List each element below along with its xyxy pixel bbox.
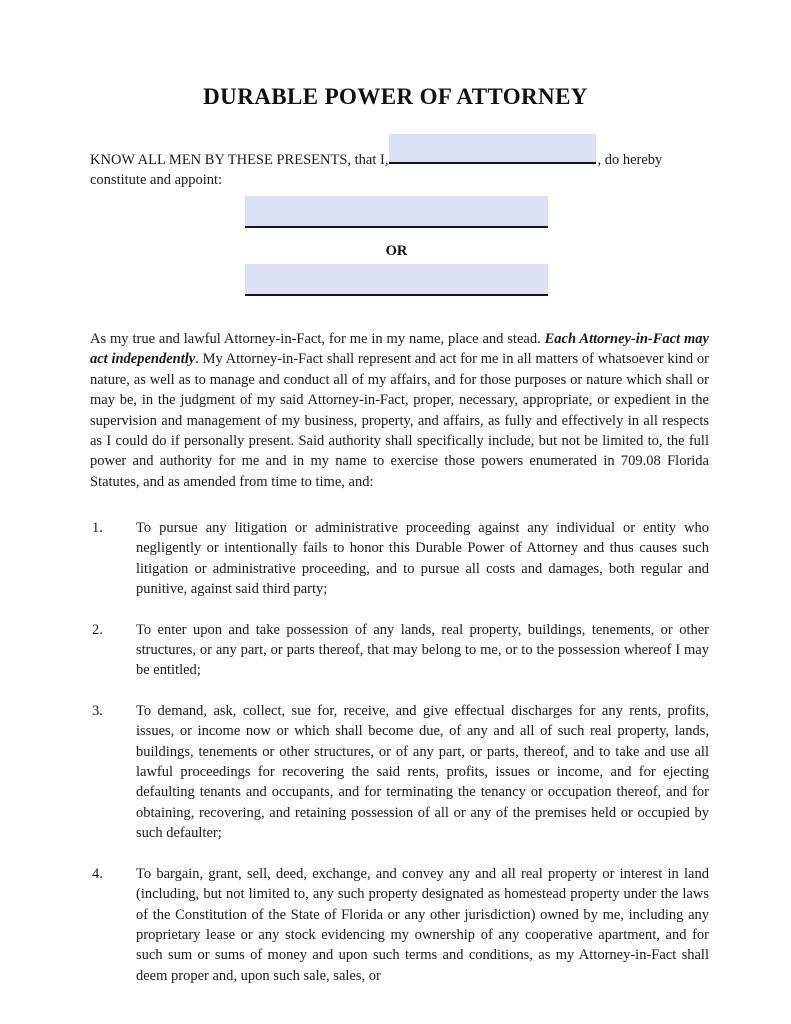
body-paragraph-part-2: . My Attorney-in-Fact shall represent and act for me in all matters of whatsoever kind or nature, as well as to manage and conduct all of my affairs, and for those purposes or nature which shall or may be, in the judgment of my said Attorney-in-Fact, proper, necessary, appropriate, or expedient in the supervision and management of my business, property, and affairs, as fully and effectively in all respects as I could do if personally present. Said authority shall specifically include, but not be limited to, the full power and authority for me and in my name to exercise those powers enumerated in 709.08 Florida Statutes, and as amended from time to time, and: [90,351,709,490]
numbered-clause-list [90,518,709,1006]
preamble-line-2: constitute and appoint: [90,172,223,188]
clause-number: 2. [92,621,103,638]
preamble-line-1 [90,148,710,170]
clause-item [90,864,709,986]
preamble-trailing-text: , do hereby [597,152,663,168]
clause-number: 4. [92,865,103,882]
clause-item [90,620,709,681]
clause-text: To demand, ask, collect, sue for, receive, and give effectual discharges for any rents, profits, issues, or income now or which shall become due, of any and all of such real property, lands, buildings, tenements or other structures, or of any part, or parts, thereof, and to take and use all lawful proceedings for recovering the said rents, profits, issues or income, and for ejecting defaulting tenants and occupants, and for terminating the tenancy or occupation thereof, and for obtaining, recovering, and retaining possession of all or any of the premises held or occupied by such defaulter; [136,702,709,842]
attorney-in-fact-1-field-box[interactable] [245,196,548,228]
preamble-block [90,148,710,190]
attorney-in-fact-2-field-box[interactable] [245,264,548,296]
clause-number: 3. [92,702,103,719]
clause-item [90,518,709,600]
body-paragraph-emphasis: Each Attorney-in-Fact may act independently [90,331,709,368]
clause-number: 1. [92,520,103,536]
clause-text: To bargain, grant, sell, deed, exchange, and convey any and all real property or interest in land (including, but not limited to, any such property designated as homestead property under the laws of the Constitution of the State of Florida or any other jurisdiction) owned by me, including any proprietary lease or any stock evidencing my ownership of any cooperative apartment, and for such sum or sums of money and upon such terms and conditions, as my Attorney-in-Fact shall deem proper and, upon such sale, sales, or [136,865,709,984]
or-separator-label: OR [385,243,408,259]
attorney-in-fact-1-field[interactable] [245,196,548,228]
preamble-lead-text: KNOW ALL MEN BY THESE PRESENTS, that I, [90,152,389,168]
clause-item [90,701,709,844]
principal-name-field-fill [389,134,596,162]
principal-name-field[interactable] [389,148,596,164]
body-paragraph [90,329,709,492]
clause-text: To pursue any litigation or administrative proceeding against any individual or entity who negligently or intentionally fails to honor this Durable Power of Attorney and thus causes such litigation or administrative proceeding, and to pursue all costs and damages, both regular and punitive, against said third party; [136,520,709,598]
clause-text: To enter upon and take possession of any lands, real property, buildings, tenements, or other structures, or any part, or parts thereof, that may belong to me, or to the possession whereof I may be entitled; [136,621,709,679]
body-paragraph-part-1: As my true and lawful Attorney-in-Fact, for me in my name, place and stead. [90,331,545,347]
attorney-in-fact-2-field[interactable] [245,264,548,296]
document-title: DURABLE POWER OF ATTORNEY [203,84,588,109]
